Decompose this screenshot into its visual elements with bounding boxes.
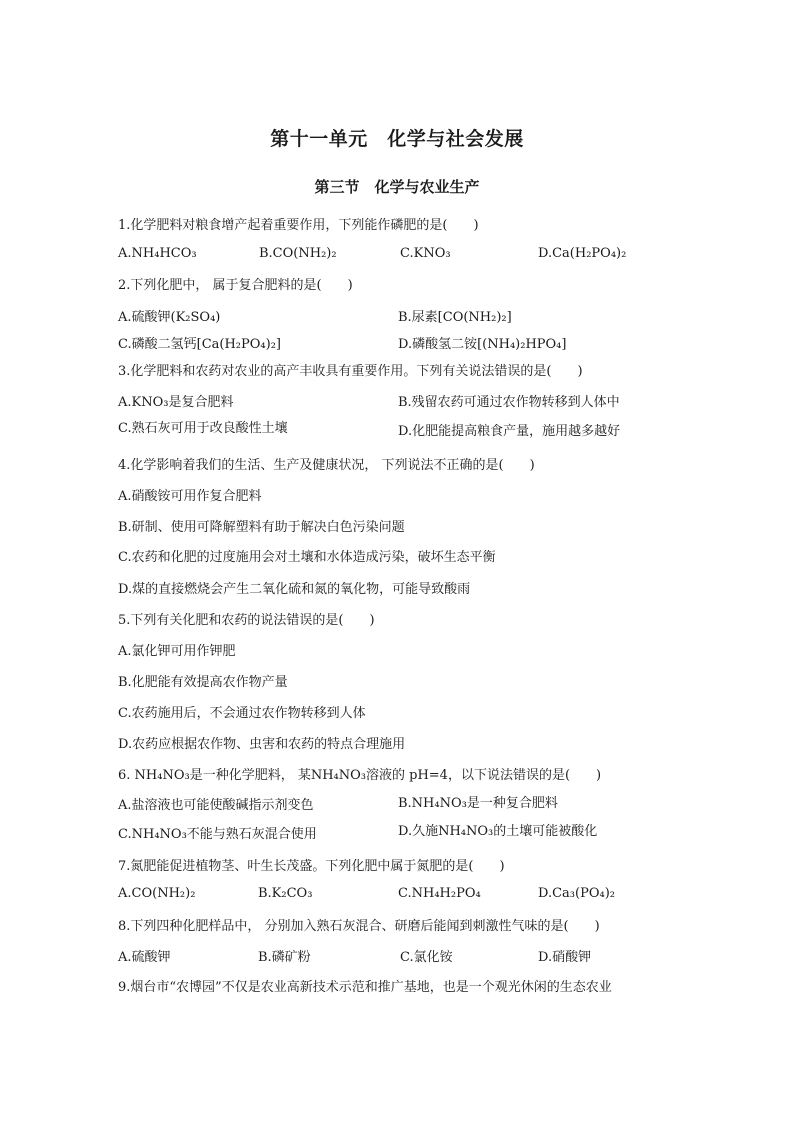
question-7-option-d: D.Ca₃(PO₄)₂: [538, 886, 615, 901]
question-3-option-b: B.残留农药可通过农作物转移到人体中: [398, 395, 620, 410]
question-8-option-a: A.硫酸钾: [118, 950, 171, 965]
question-6-option-c: C.NH₄NO₃不能与熟石灰混合使用: [118, 827, 317, 842]
question-6-option-a: A.盐溶液也可能使酸碱指示剂变色: [118, 798, 314, 813]
question-4-option-a: A.硝酸铵可用作复合肥料: [118, 489, 262, 504]
question-3-option-a: A.KNO₃是复合肥料: [118, 395, 234, 410]
question-5-stem: 5.下列有关化肥和农药的说法错误的是( ): [118, 613, 375, 628]
question-8-stem: 8.下列四种化肥样品中， 分别加入熟石灰混合、研磨后能闻到刺激性气味的是( ): [118, 919, 600, 934]
question-6-stem: 6. NH₄NO₃是一种化学肥料， 某NH₄NO₃溶液的 pH=4，以下说法错误的是( ): [118, 768, 602, 783]
question-7-stem: 7.氮肥能促进植物茎、叶生长茂盛。下列化肥中属于氮肥的是( ): [118, 859, 505, 874]
question-2-option-a: A.硫酸钾(K₂SO₄): [118, 310, 221, 325]
question-1-option-c: C.KNO₃: [400, 246, 451, 261]
question-4-option-c: C.农药和化肥的过度施用会对土壤和水体造成污染，破坏生态平衡: [118, 550, 496, 565]
question-5-option-d: D.农药应根据农作物、虫害和农药的特点合理施用: [118, 737, 406, 752]
question-1-option-a: A.NH₄HCO₃: [118, 246, 197, 261]
question-2-option-d: D.磷酸氢二铵[(NH₄)₂HPO₄]: [398, 337, 567, 352]
page-title: 第十一单元 化学与社会发展: [270, 128, 524, 150]
question-2-stem: 2.下列化肥中， 属于复合肥料的是( ): [118, 278, 353, 293]
question-4-option-b: B.研制、使用可降解塑料有助于解决白色污染问题: [118, 520, 405, 535]
question-1-option-d: D.Ca(H₂PO₄)₂: [538, 246, 627, 261]
question-7-option-a: A.CO(NH₂)₂: [118, 886, 196, 901]
question-1-option-b: B.CO(NH₂)₂: [259, 246, 337, 261]
question-4-option-d: D.煤的直接燃烧会产生二氧化硫和氮的氧化物，可能导致酸雨: [118, 582, 471, 597]
question-3-option-c: C.熟石灰可用于改良酸性土壤: [118, 421, 288, 436]
question-3-option-d: D.化肥能提高粮食产量，施用越多越好: [398, 424, 621, 439]
question-2-option-c: C.磷酸二氢钙[Ca(H₂PO₄)₂]: [118, 337, 281, 352]
question-5-option-a: A.氯化钾可用作钾肥: [118, 644, 236, 659]
question-5-option-b: B.化肥能有效提高农作物产量: [118, 675, 288, 690]
question-8-option-c: C.氯化铵: [400, 950, 453, 965]
question-1-stem: 1.化学肥料对粮食增产起着重要作用，下列能作磷肥的是( ): [118, 218, 479, 233]
section-title: 第三节 化学与农业生产: [314, 178, 480, 196]
question-9-stem: 9.烟台市“农博园”不仅是农业高新技术示范和推广基地，也是一个观光休闲的生态农业: [118, 980, 612, 995]
question-5-option-c: C.农药施用后，不会通过农作物转移到人体: [118, 706, 366, 721]
question-6-option-b: B.NH₄NO₃是一种复合肥料: [398, 796, 558, 811]
question-6-option-d: D.久施NH₄NO₃的土壤可能被酸化: [398, 824, 598, 839]
question-2-option-b: B.尿素[CO(NH₂)₂]: [398, 310, 512, 325]
question-8-option-d: D.硝酸钾: [538, 950, 592, 965]
question-7-option-b: B.K₂CO₃: [258, 886, 313, 901]
question-8-option-b: B.磷矿粉: [258, 950, 311, 965]
question-4-stem: 4.化学影响着我们的生活、生产及健康状况， 下列说法不正确的是( ): [118, 458, 535, 473]
question-3-stem: 3.化学肥料和农药对农业的高产丰收具有重要作用。下列有关说法错误的是( ): [118, 364, 583, 379]
question-7-option-c: C.NH₄H₂PO₄: [398, 886, 481, 901]
